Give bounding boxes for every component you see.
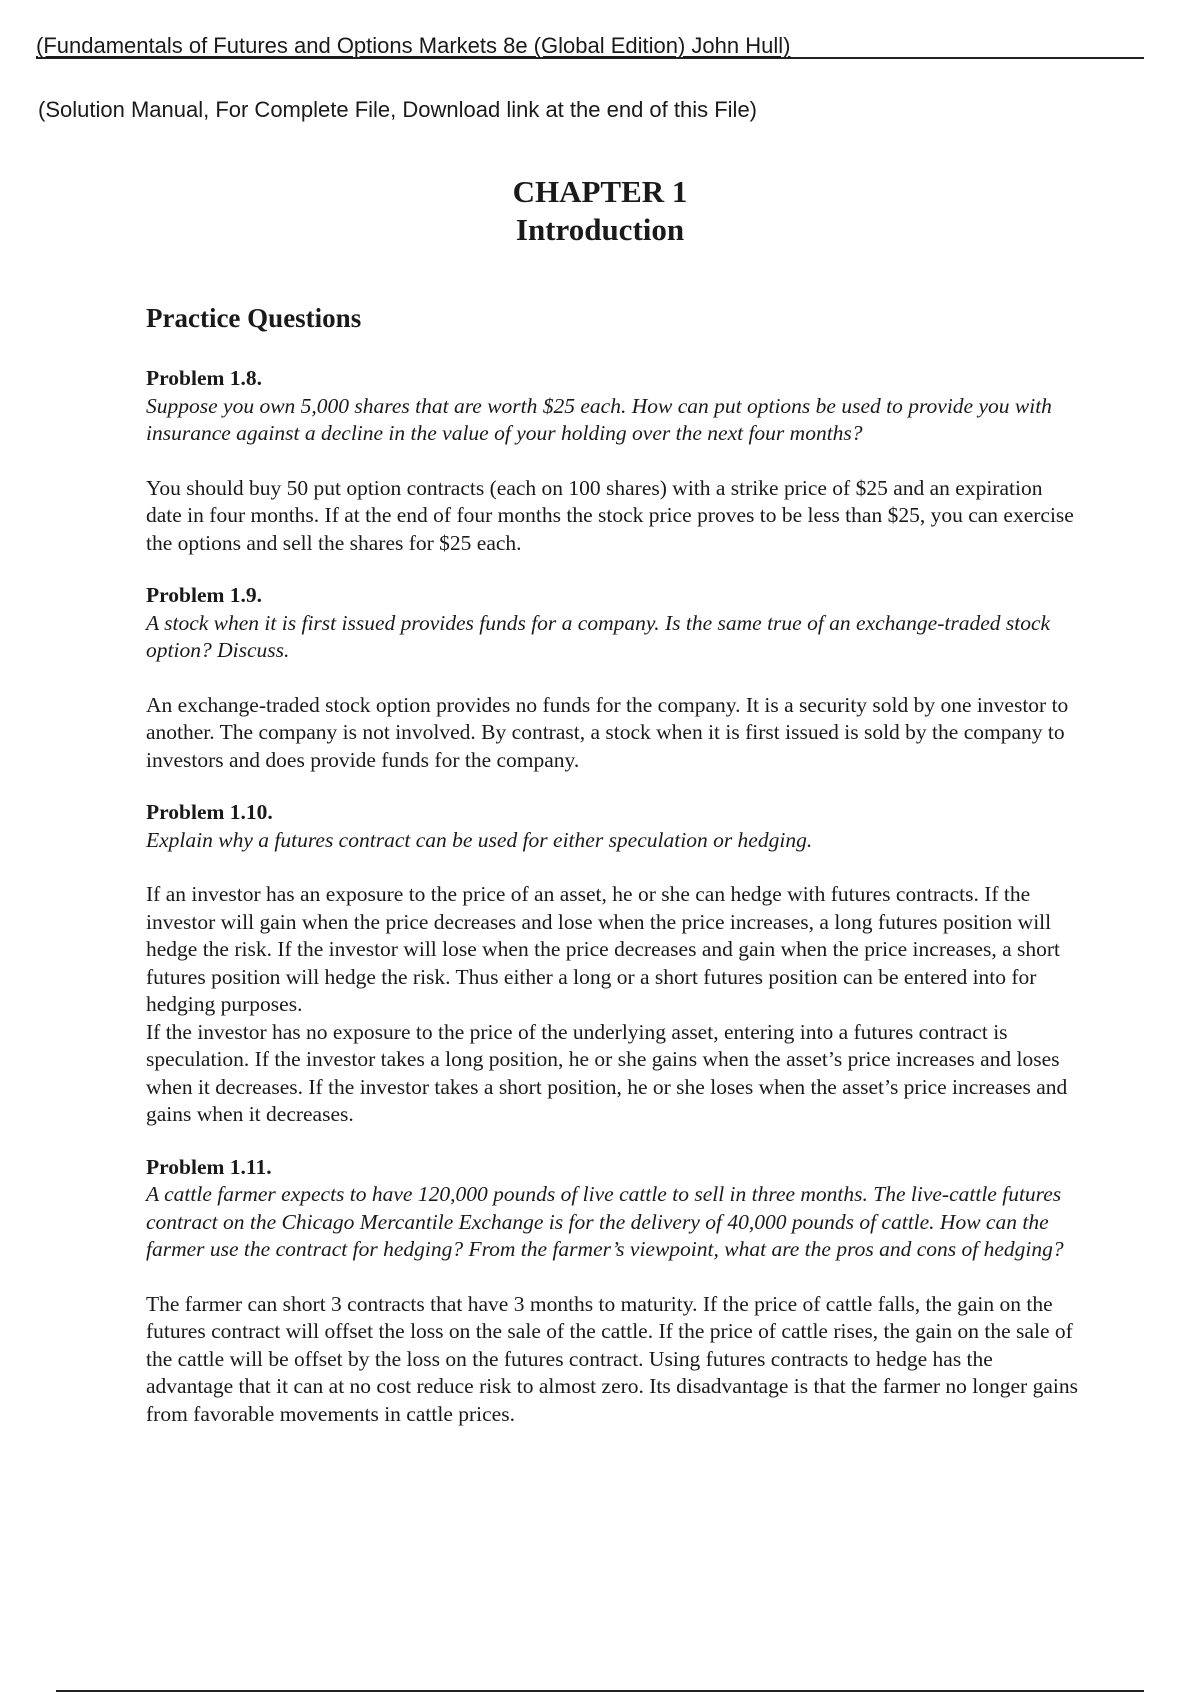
chapter-title: Introduction bbox=[515, 212, 685, 247]
problem-label: Problem 1.8. bbox=[146, 366, 263, 390]
answer-paragraph: You should buy 50 put option contracts (each on 100 shares) with a strike price of $25 and an expiration date in four months. If at the end of four months the stock price proves to be less than $25, you can exercise the options and sell the shares for $25 each. bbox=[146, 475, 1074, 555]
problem-label: Problem 1.9. bbox=[146, 583, 263, 607]
chapter-number: CHAPTER 1 bbox=[512, 174, 688, 209]
book-title-header: (Fundamentals of Futures and Options Markets 8e (Global Edition) John Hull) bbox=[36, 32, 1144, 59]
problem-question: Explain why a futures contract can be used for either speculation or hedging. bbox=[146, 827, 813, 852]
problem-1-9 bbox=[146, 582, 1081, 774]
problem-label: Problem 1.10. bbox=[146, 800, 273, 824]
problem-question: Suppose you own 5,000 shares that are worth $25 each. How can put options be used to provide you with insurance against a decline in the value of your holding over the next four months? bbox=[146, 393, 1052, 445]
section-heading: Practice Questions bbox=[146, 303, 362, 333]
answer-paragraph: If an investor has an exposure to the price of an asset, he or she can hedge with futures contracts. If the investor will gain when the price decreases and lose when the price increases, a long futures position will hedge the risk. If the investor will lose when the price decreases and gain when the price increases, a short futures position will hedge the risk. Thus either a long or a short futures position can be entered into for hedging purposes. bbox=[146, 882, 1061, 1016]
problem-1-10 bbox=[146, 799, 1081, 1129]
problem-answer bbox=[146, 881, 1081, 1129]
problem-1-8 bbox=[146, 365, 1081, 557]
answer-paragraph: If the investor has no exposure to the price of the underlying asset, entering into a futures contract is speculation. If the investor takes a long position, he or she gains when the asset’s price increases and loses when it decreases. If the investor takes a short position, he or she loses when the asset’s price increases and gains when it decreases. bbox=[146, 1019, 1068, 1126]
problems-list bbox=[146, 365, 1081, 1453]
problem-answer bbox=[146, 1291, 1081, 1429]
problem-answer bbox=[146, 475, 1081, 558]
footer-divider bbox=[56, 1690, 1144, 1692]
problem-answer bbox=[146, 692, 1081, 775]
problem-1-11 bbox=[146, 1154, 1081, 1429]
problem-question: A stock when it is first issued provides funds for a company. Is the same true of an exchange-traded stock option? Discuss. bbox=[146, 610, 1051, 662]
problem-question: A cattle farmer expects to have 120,000 pounds of live cattle to sell in three months. The live-cattle futures contract on the Chicago Mercantile Exchange is for the delivery of 40,000 pounds of cattle. How can the farmer use the contract for hedging? From the farmer’s viewpoint, what are the pros and cons of hedging? bbox=[146, 1182, 1064, 1261]
answer-paragraph: An exchange-traded stock option provides no funds for the company. It is a security sold by one investor to another. The company is not involved. By contrast, a stock when it is first issued is sold by the company to investors and does provide funds for the company. bbox=[146, 692, 1069, 772]
problem-label: Problem 1.11. bbox=[146, 1154, 272, 1179]
answer-paragraph: The farmer can short 3 contracts that have 3 months to maturity. If the price of cattle falls, the gain on the futures contract will offset the loss on the sale of the cattle. If the price of cattle rises, the gain on the sale of the cattle will be offset by the loss on the futures contract. Using futures contracts to hedge has the advantage that it can at no cost reduce risk to almost zero. Its disadvantage is that the farmer no longer gains from favorable movements in cattle prices. bbox=[146, 1291, 1078, 1426]
solution-manual-note: (Solution Manual, For Complete File, Download link at the end of this File) bbox=[38, 97, 758, 122]
